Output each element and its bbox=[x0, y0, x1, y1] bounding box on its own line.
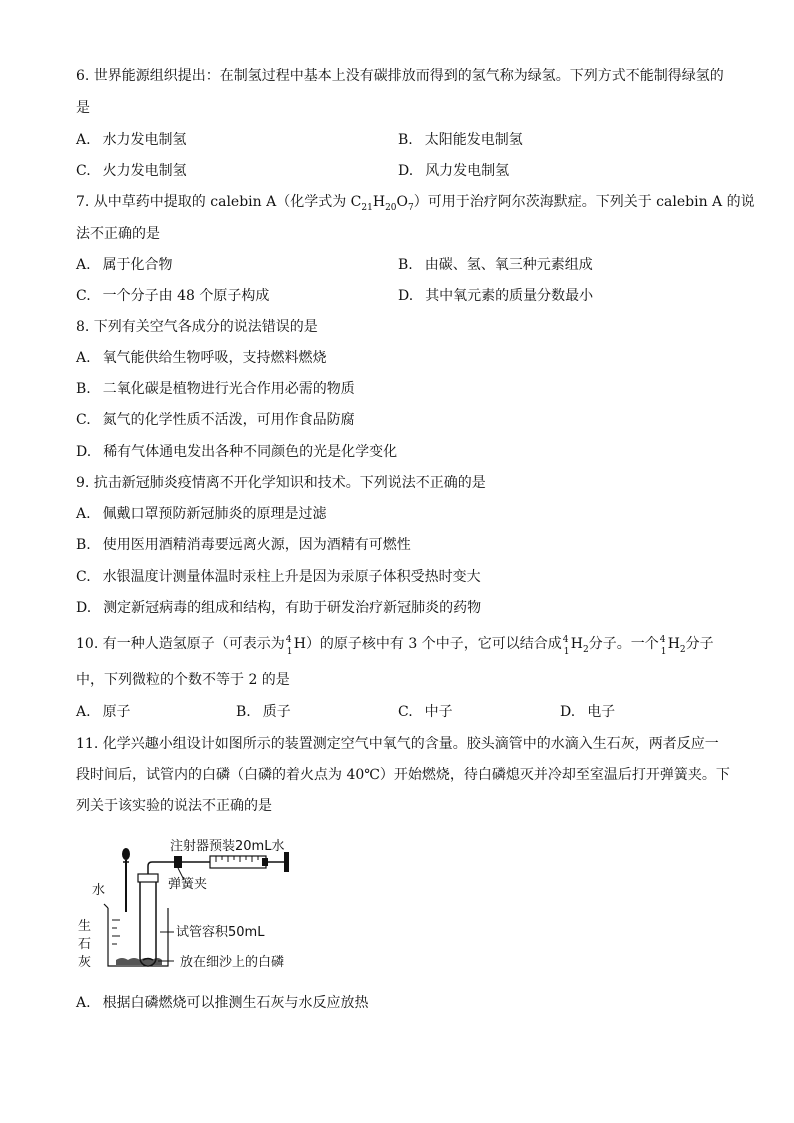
q7-stem-line1 bbox=[76, 192, 755, 218]
q10-option-b bbox=[236, 702, 291, 722]
nuclide-mass: 4 bbox=[285, 635, 292, 645]
q11-apparatus-figure bbox=[76, 836, 336, 980]
q8-option-a bbox=[76, 348, 327, 368]
option-text: 质子 bbox=[262, 704, 291, 720]
option-letter: A. bbox=[76, 257, 91, 273]
nuclide-mass: 4 bbox=[562, 635, 569, 645]
connecting-tube bbox=[148, 862, 178, 874]
option-letter: D. bbox=[76, 600, 92, 616]
q10-stem-line1 bbox=[76, 634, 714, 660]
q6-option-d bbox=[398, 161, 509, 181]
phosphorus-label: 放在细沙上的白磷 bbox=[180, 955, 285, 970]
q11-stem-line3: 列关于该实验的说法不正确的是 bbox=[76, 798, 272, 814]
option-letter: C. bbox=[76, 163, 91, 179]
option-text: 水力发电制氢 bbox=[102, 132, 187, 148]
option-letter: C. bbox=[76, 569, 91, 585]
nuclide-atomic: 1 bbox=[563, 647, 570, 657]
q7-option-a bbox=[76, 255, 173, 275]
q10-text-3: 分子。一个 bbox=[588, 636, 659, 652]
option-text: 其中氧元素的质量分数最小 bbox=[425, 288, 594, 304]
q10-text-1: 10. 有一种人造氢原子（可表示为 bbox=[76, 636, 285, 652]
q10-nuclide-3 bbox=[659, 634, 668, 657]
nuclide-atomic: 1 bbox=[660, 647, 667, 657]
q7-sub-c: 21 bbox=[361, 202, 373, 213]
beaker-icon bbox=[104, 904, 168, 966]
option-letter: C. bbox=[398, 704, 413, 720]
q7-text-a: 7. 从中草药中提取的 calebin A（化学式为 C bbox=[76, 194, 362, 210]
q8-option-d bbox=[76, 442, 397, 462]
q8-stem: 8. 下列有关空气各成分的说法错误的是 bbox=[76, 319, 318, 335]
q11-stem-line1: 11. 化学兴趣小组设计如图所示的装置测定空气中氧气的含量。胶头滴管中的水滴入生石灰，两者反应一 bbox=[76, 736, 719, 752]
syringe-label: 注射器预装20mL水 bbox=[170, 839, 285, 854]
syringe-icon bbox=[182, 852, 289, 872]
option-letter: A. bbox=[76, 995, 91, 1011]
q10-el-3: H bbox=[667, 636, 680, 652]
option-text: 太阳能发电制氢 bbox=[424, 132, 523, 148]
option-text: 水银温度计测量体温时汞柱上升是因为汞原子体积受热时变大 bbox=[102, 569, 481, 585]
spring-clip-icon bbox=[174, 856, 182, 868]
q11-stem-line2: 段时间后，试管内的白磷（白磷的着火点为 40℃）开始燃烧，待白磷熄灭并冷却至室温后打开弹簧夹。下 bbox=[76, 767, 730, 783]
tube-volume-label: 试管容积50mL bbox=[176, 925, 265, 940]
option-text: 佩戴口罩预防新冠肺炎的原理是过滤 bbox=[102, 506, 327, 522]
q9-stem: 9. 抗击新冠肺炎疫情离不开化学知识和技术。下列说法不正确的是 bbox=[76, 475, 486, 491]
option-text: 氮气的化学性质不活泼，可用作食品防腐 bbox=[102, 412, 355, 428]
option-text: 测定新冠病毒的组成和结构，有助于研发治疗新冠肺炎的药物 bbox=[103, 600, 482, 616]
q9-option-c bbox=[76, 567, 481, 587]
q8-option-c bbox=[76, 410, 355, 430]
option-letter: B. bbox=[76, 381, 91, 397]
option-letter: A. bbox=[76, 704, 91, 720]
q7-sub-h: 20 bbox=[385, 202, 397, 213]
apparatus-diagram bbox=[76, 836, 336, 976]
nuclide-mass: 4 bbox=[659, 635, 666, 645]
option-letter: D. bbox=[560, 704, 576, 720]
q6-stem-line1: 6. 世界能源组织提出：在制氢过程中基本上没有碳排放而得到的氢气称为绿氢。下列方式不能制得绿氢的 bbox=[76, 68, 724, 84]
nuclide-atomic: 1 bbox=[286, 647, 293, 657]
q9-option-d bbox=[76, 598, 481, 618]
q6-option-a bbox=[76, 130, 187, 150]
option-text: 中子 bbox=[424, 704, 453, 720]
q6-stem-line2: 是 bbox=[76, 100, 90, 116]
water-label: 水 bbox=[92, 883, 106, 898]
q10-nuclide-2 bbox=[562, 634, 571, 657]
q10-option-a bbox=[76, 702, 131, 722]
option-letter: A. bbox=[76, 132, 91, 148]
option-letter: A. bbox=[76, 350, 91, 366]
option-letter: D. bbox=[398, 163, 414, 179]
q10-option-c bbox=[398, 702, 453, 722]
option-letter: C. bbox=[76, 412, 91, 428]
option-text: 属于化合物 bbox=[102, 257, 173, 273]
q7-option-d bbox=[398, 286, 593, 306]
option-letter: B. bbox=[76, 537, 91, 553]
option-letter: A. bbox=[76, 506, 91, 522]
lime-label-3: 灰 bbox=[78, 955, 92, 970]
test-tube-icon bbox=[138, 874, 158, 966]
q6-option-c bbox=[76, 161, 187, 181]
option-letter: B. bbox=[398, 257, 413, 273]
q10-text-4: 分子 bbox=[685, 636, 714, 652]
option-text: 由碳、氢、氧三种元素组成 bbox=[424, 257, 593, 273]
option-text: 风力发电制氢 bbox=[425, 163, 510, 179]
q10-nuclide-1 bbox=[285, 634, 294, 657]
option-letter: D. bbox=[76, 444, 92, 460]
q6-option-b bbox=[398, 130, 523, 150]
option-letter: D. bbox=[398, 288, 414, 304]
q7-h: H bbox=[372, 194, 386, 210]
option-text: 火力发电制氢 bbox=[102, 163, 187, 179]
option-text: 氧气能供给生物呼吸，支持燃料燃烧 bbox=[102, 350, 327, 366]
q8-option-b bbox=[76, 379, 355, 399]
q10-sub-3: 2 bbox=[679, 644, 686, 655]
clip-label: 弹簧夹 bbox=[168, 877, 208, 892]
option-letter: C. bbox=[76, 288, 91, 304]
option-text: 电子 bbox=[587, 704, 616, 720]
q7-sub-o: 7 bbox=[408, 202, 414, 213]
q11-option-a bbox=[76, 993, 369, 1013]
q10-text-2: ）的原子核中有 3 个中子，它可以结合成 bbox=[305, 636, 562, 652]
option-text: 一个分子由 48 个原子构成 bbox=[102, 288, 270, 304]
q10-el-2: H bbox=[570, 636, 583, 652]
q7-o: O bbox=[396, 194, 408, 210]
q10-stem-line2: 中，下列微粒的个数不等于 2 的是 bbox=[76, 672, 290, 688]
q7-option-b bbox=[398, 255, 593, 275]
q7-stem-line2: 法不正确的是 bbox=[76, 226, 160, 242]
q7-option-c bbox=[76, 286, 269, 306]
option-text: 原子 bbox=[102, 704, 131, 720]
q10-el-1: H bbox=[293, 636, 306, 652]
lime-label-1: 生 bbox=[78, 919, 92, 934]
option-letter: B. bbox=[398, 132, 413, 148]
option-text: 使用医用酒精消毒要远离火源，因为酒精有可燃性 bbox=[102, 537, 411, 553]
q7-text-b: ）可用于治疗阿尔茨海默症。下列关于 calebin A 的说 bbox=[413, 194, 755, 210]
option-text: 稀有气体通电发出各种不同颜色的光是化学变化 bbox=[103, 444, 398, 460]
lime-label-2: 石 bbox=[78, 937, 92, 952]
q9-option-b bbox=[76, 535, 411, 555]
q10-option-d bbox=[560, 702, 615, 722]
option-text: 二氧化碳是植物进行光合作用必需的物质 bbox=[102, 381, 355, 397]
option-text: 根据白磷燃烧可以推测生石灰与水反应放热 bbox=[102, 995, 369, 1011]
q10-sub-2: 2 bbox=[582, 644, 589, 655]
q9-option-a bbox=[76, 504, 327, 524]
dropper-icon bbox=[122, 848, 130, 912]
option-letter: B. bbox=[236, 704, 251, 720]
